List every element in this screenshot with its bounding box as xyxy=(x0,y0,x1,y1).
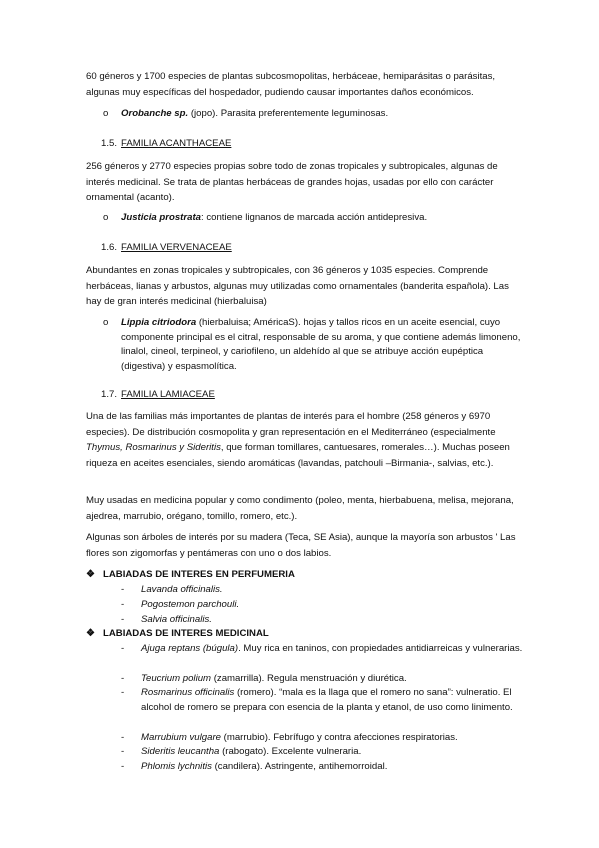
dash-marker: - xyxy=(121,687,125,698)
species-description: (marrubio). Febrífugo y contra afecciones respiratorias. xyxy=(220,732,458,743)
species-name: Sideritis leucantha xyxy=(141,746,220,757)
list-item xyxy=(141,598,523,613)
bullet-marker: o xyxy=(103,212,109,223)
species-name: Marrubium vulgare xyxy=(141,732,221,743)
list-item-orobanche xyxy=(121,107,521,122)
dash-marker: - xyxy=(121,599,125,610)
lamiaceae-paragraph-3: Algunas son árboles de interés por su madera (Teca, SE Asia), aunque la mayoría son arbustos ' Las flores son zigomorfas y pentámeras con uno o dos labios. xyxy=(86,532,516,559)
section-title: FAMILIA ACANTHACEAE xyxy=(121,138,232,149)
section-title: FAMILIA LAMIACEAE xyxy=(121,389,215,400)
section-number: 1.6. xyxy=(101,242,118,253)
acanthaceae-paragraph: 256 géneros y 2770 especies propias sobre todo de zonas tropicales y subtropicales, algunas de interés medicinal. Se trata de plantas herbáceas de grandes hojas, usadas por ello con carácter ornamental (acanto). xyxy=(86,161,498,203)
species-name: Phlomis lychnitis xyxy=(141,761,212,772)
list-item xyxy=(141,731,523,746)
subheading-medicinal: LABIADAS DE INTERES MEDICINAL xyxy=(103,628,269,639)
list-item-lippia xyxy=(121,316,521,374)
dash-marker: - xyxy=(121,614,125,625)
lamiaceae-paragraph-1 xyxy=(86,409,516,471)
section-number: 1.5. xyxy=(101,138,118,149)
diamond-bullet-icon: ❖ xyxy=(86,569,95,580)
bullet-marker: o xyxy=(103,317,109,328)
lamiaceae-paragraph-2: Muy usadas en medicina popular y como condimento (poleo, menta, hierbabuena, melisa, mejorana, ajedrea, marrubio, orégano, tomillo, romero, etc.). xyxy=(86,495,514,522)
species-description: : contiene lignanos de marcada acción antidepresiva. xyxy=(200,212,428,223)
dash-marker: - xyxy=(121,761,125,772)
dash-marker: - xyxy=(121,643,125,654)
list-item xyxy=(141,613,523,628)
dash-marker: - xyxy=(121,584,125,595)
genus-names: Thymus, Rosmarinus y Sideritis xyxy=(86,442,221,453)
species-name: Teucrium polium xyxy=(141,673,212,684)
species-description: (jopo). Parasita preferentemente leguminosas. xyxy=(188,108,389,119)
section-number: 1.7. xyxy=(101,389,118,400)
subheading-perfumeria: LABIADAS DE INTERES EN PERFUMERIA xyxy=(103,569,295,580)
dash-marker: - xyxy=(121,746,125,757)
species-name: Salvia officinalis. xyxy=(141,614,212,625)
species-name: Pogostemon parchouli. xyxy=(141,599,240,610)
list-item xyxy=(141,686,523,716)
list-item xyxy=(141,642,523,657)
species-description: . Muy rica en taninos, con propiedades antidiarreicas y vulnerarias. xyxy=(238,643,523,654)
section-heading-vervenaceae xyxy=(101,241,232,255)
bullet-marker: o xyxy=(103,108,109,119)
section-title: FAMILIA VERVENACEAE xyxy=(121,242,232,253)
species-name: Rosmarinus officinalis xyxy=(141,687,235,698)
section-heading-acanthaceae xyxy=(101,137,231,151)
section-heading-lamiaceae xyxy=(101,388,215,402)
species-name: Lippia citriodora xyxy=(121,317,197,328)
species-name: Orobanche sp. xyxy=(121,108,189,119)
species-description: (hierbaluisa; AméricaS). hojas y tallos ricos en un aceite esencial, cuyo componente principal es el citral, responsable de su aroma, y que contiene además limoneno, linalol, cineol, terpineol, y cariofileno, un aldehído al que se atribuye acción eupéptica (digestiva) y espasmolítica. xyxy=(121,317,521,372)
dash-marker: - xyxy=(121,673,125,684)
species-description: (rabogato). Excelente vulneraria. xyxy=(219,746,362,757)
species-name: Justicia prostrata xyxy=(121,212,201,223)
text-run: , que forman tomillares, cantuesares, romerales…). Muchas poseen riqueza en aceites esenciales, siendo aromáticas (lavandas, patchouli –Birmania-, salvias, etc.). xyxy=(86,442,510,469)
species-description: (romero). “mala es la llaga que el romero no sana”: vulneratio. El alcohol de romero se prepara con esencia de la planta y etanol, de uso como linimento. xyxy=(141,687,513,713)
list-item xyxy=(141,760,523,775)
species-description: (zamarrilla). Regula menstruación y diurética. xyxy=(211,673,407,684)
vervenaceae-paragraph: Abundantes en zonas tropicales y subtropicales, con 36 géneros y 1035 especies. Comprende herbáceas, lianas y arbustos, algunas muy utilizadas como ornamentales (banderita española). Las hay de gran interés medicinal (hierbaluisa) xyxy=(86,265,509,307)
dash-marker: - xyxy=(121,732,125,743)
species-name: Lavanda officinalis. xyxy=(141,584,223,595)
species-name: Ajuga reptans (búgula) xyxy=(141,643,239,654)
diamond-bullet-icon: ❖ xyxy=(86,628,95,639)
species-description: (candilera). Astringente, antihemorroidal. xyxy=(211,761,388,772)
list-item xyxy=(141,583,523,598)
list-item xyxy=(141,672,523,687)
list-item xyxy=(141,745,523,760)
intro-paragraph: 60 géneros y 1700 especies de plantas subcosmopolitas, herbáceae, hemiparásitas o parásitas, algunas muy específicas del hospedador, pudiendo causar importantes daños económicos. xyxy=(86,71,496,98)
list-item-justicia xyxy=(121,211,521,226)
text-run: Una de las familias más importantes de plantas de interés para el hombre (258 géneros y 6970 especies). De distribución cosmopolita y gran representación en el Mediterráneo (especialmente xyxy=(86,411,496,438)
